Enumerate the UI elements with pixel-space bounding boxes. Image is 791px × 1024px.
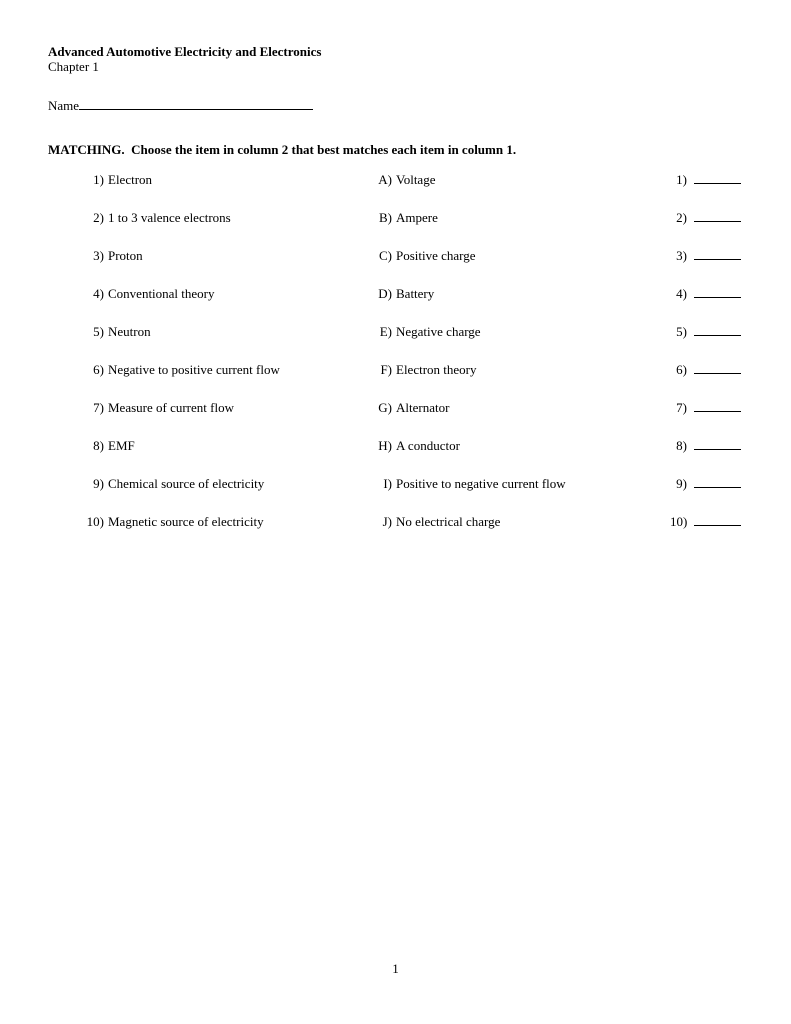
- answer-number: 6): [676, 362, 687, 377]
- page-number: 1: [392, 961, 399, 976]
- option-letter: E): [379, 324, 392, 339]
- answer-blank-line[interactable]: [694, 437, 741, 450]
- chapter-label: Chapter 1: [48, 59, 99, 74]
- matching-row: [48, 209, 747, 225]
- column1-cell: [48, 324, 378, 339]
- column1-cell: [48, 286, 378, 301]
- column2-cell: [378, 476, 670, 491]
- answer-cell: [670, 437, 741, 453]
- option-letter: A): [378, 172, 392, 187]
- answer-number: 10): [670, 514, 688, 529]
- item-number: 4): [93, 286, 104, 301]
- option-text: Alternator: [396, 400, 450, 415]
- item-number: 1): [93, 172, 104, 187]
- answer-cell: [670, 171, 741, 187]
- item-text: Conventional theory: [108, 286, 215, 301]
- answer-number: 2): [676, 210, 687, 225]
- option-text: Negative charge: [396, 324, 481, 339]
- item-text: Proton: [108, 248, 143, 263]
- answer-blank-line[interactable]: [694, 209, 741, 222]
- column1-cell: [48, 172, 378, 187]
- answer-blank-line[interactable]: [694, 171, 741, 184]
- option-text: Positive charge: [396, 248, 476, 263]
- option-letter: F): [380, 362, 392, 377]
- answer-cell: [670, 323, 741, 339]
- matching-row: [48, 399, 747, 415]
- answer-number: 4): [676, 286, 687, 301]
- item-text: EMF: [108, 438, 135, 453]
- option-text: Ampere: [396, 210, 438, 225]
- name-row: [48, 97, 747, 113]
- option-text: Electron theory: [396, 362, 477, 377]
- item-text: Magnetic source of electricity: [108, 514, 264, 529]
- answer-blank-line[interactable]: [694, 285, 741, 298]
- matching-row: [48, 247, 747, 263]
- option-letter: I): [383, 476, 392, 491]
- matching-row: [48, 285, 747, 301]
- answer-number: 9): [676, 476, 687, 491]
- option-text: No electrical charge: [396, 514, 501, 529]
- item-number: 9): [93, 476, 104, 491]
- column2-cell: [378, 514, 670, 529]
- option-letter: B): [379, 210, 392, 225]
- column2-cell: [378, 286, 670, 301]
- item-number: 7): [93, 400, 104, 415]
- answer-cell: [670, 475, 741, 491]
- course-title: Advanced Automotive Electricity and Electronics: [48, 44, 322, 59]
- column1-cell: [48, 514, 378, 529]
- answer-blank-line[interactable]: [694, 399, 741, 412]
- item-text: Chemical source of electricity: [108, 476, 265, 491]
- column1-cell: [48, 248, 378, 263]
- column2-cell: [378, 400, 670, 415]
- answer-number: 1): [676, 172, 687, 187]
- item-text: 1 to 3 valence electrons: [108, 210, 231, 225]
- item-number: 6): [93, 362, 104, 377]
- option-text: Battery: [396, 286, 435, 301]
- column1-cell: [48, 438, 378, 453]
- matching-row: [48, 475, 747, 491]
- answer-blank-line[interactable]: [694, 513, 741, 526]
- answer-cell: [670, 513, 741, 529]
- column1-cell: [48, 362, 378, 377]
- answer-blank-line[interactable]: [694, 323, 741, 336]
- answer-number: 7): [676, 400, 687, 415]
- item-text: Neutron: [108, 324, 151, 339]
- option-letter: C): [379, 248, 392, 263]
- name-label: Name: [48, 98, 80, 113]
- answer-blank-line[interactable]: [694, 475, 741, 488]
- matching-row: [48, 513, 747, 529]
- item-number: 2): [93, 210, 104, 225]
- column2-cell: [378, 362, 670, 377]
- option-letter: D): [378, 286, 392, 301]
- matching-rows: [48, 171, 747, 529]
- answer-blank-line[interactable]: [694, 247, 741, 260]
- matching-instructions: MATCHING. Choose the item in column 2 that best matches each item in column 1.: [48, 142, 517, 157]
- matching-row: [48, 361, 747, 377]
- column2-cell: [378, 438, 670, 453]
- option-text: A conductor: [396, 438, 460, 453]
- answer-number: 5): [676, 324, 687, 339]
- answer-number: 3): [676, 248, 687, 263]
- item-text: Electron: [108, 172, 153, 187]
- answer-cell: [670, 361, 741, 377]
- column2-cell: [378, 324, 670, 339]
- answer-blank-line[interactable]: [694, 361, 741, 374]
- column2-cell: [378, 248, 670, 263]
- matching-row: [48, 323, 747, 339]
- name-blank-line[interactable]: [79, 97, 313, 110]
- option-text: Positive to negative current flow: [396, 476, 566, 491]
- option-letter: J): [382, 514, 392, 529]
- item-text: Measure of current flow: [108, 400, 234, 415]
- item-number: 10): [86, 514, 104, 529]
- column1-cell: [48, 476, 378, 491]
- matching-row: [48, 171, 747, 187]
- option-letter: H): [378, 438, 392, 453]
- option-text: Voltage: [396, 172, 436, 187]
- item-number: 8): [93, 438, 104, 453]
- column2-cell: [378, 172, 670, 187]
- option-letter: G): [378, 400, 392, 415]
- item-number: 5): [93, 324, 104, 339]
- answer-cell: [670, 399, 741, 415]
- answer-cell: [670, 247, 741, 263]
- column1-cell: [48, 400, 378, 415]
- answer-number: 8): [676, 438, 687, 453]
- answer-cell: [670, 285, 741, 301]
- item-text: Negative to positive current flow: [108, 362, 280, 377]
- column2-cell: [378, 210, 670, 225]
- column1-cell: [48, 210, 378, 225]
- answer-cell: [670, 209, 741, 225]
- item-number: 3): [93, 248, 104, 263]
- matching-row: [48, 437, 747, 453]
